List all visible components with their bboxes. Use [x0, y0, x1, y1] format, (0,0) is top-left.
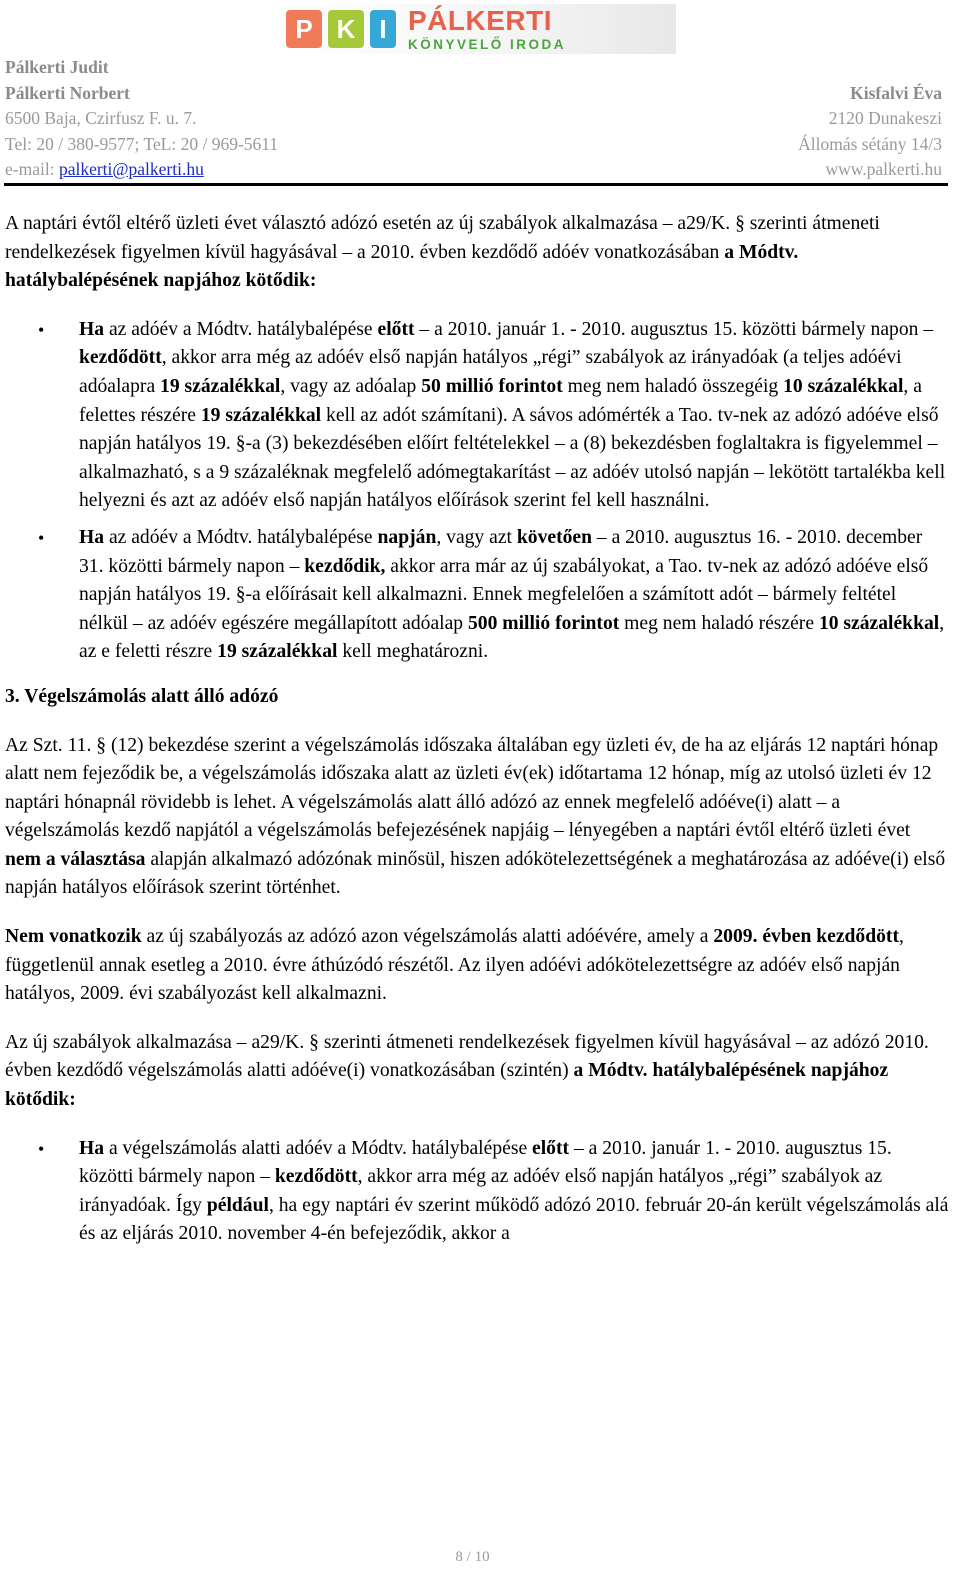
logo-tile-i: I [370, 10, 396, 48]
paragraph-intro [5, 210, 950, 296]
bullet-list-2 [5, 1135, 950, 1249]
text: kell meghatározni. [337, 641, 489, 663]
bold-text: 500 millió forintot [467, 612, 620, 634]
bold-text: a Módtv. hatálybalépésének napjához kötődik: [5, 241, 799, 292]
list-item [5, 524, 950, 667]
contact-city: 2120 Dunakeszi [828, 108, 942, 128]
text: , ha egy naptári év szerint működő adózó 2010. február 20-án került végelszámolás alá és az eljárás 2010. november 4-én befejeződik, akkor a [79, 1194, 949, 1245]
logo-subtitle: KÖNYVELŐ IRODA [408, 36, 567, 52]
contact-name-1: Pálkerti Judit [5, 57, 109, 77]
bold-text: 19 százalékkal [160, 375, 281, 397]
list-item [5, 1135, 950, 1249]
text: az adóév a Módtv. hatálybalépése [104, 526, 378, 548]
bold-text: 19 százalékkal [200, 404, 322, 426]
bold-text: követően [516, 526, 592, 548]
contact-name-3: Kisfalvi Éva [850, 82, 942, 103]
text: alapján alkalmazó adózónak minősül, hiszen adókötelezettségének a meghatározása az adóéve(i) első napján hatályos előírások szerint történhet. [5, 848, 946, 899]
text: – a 2010. augusztus 16. - 2010. december 31. közötti bármely napon – [79, 526, 923, 577]
email-link[interactable]: palkerti@palkerti.hu [58, 159, 204, 179]
page-number: 8 / 10 [455, 1549, 490, 1565]
paragraph-uj-szabalyok [5, 1029, 950, 1115]
document-body [5, 210, 950, 1265]
contact-website: www.palkerti.hu [825, 159, 942, 179]
bold-text: előtt [377, 318, 415, 340]
bold-text: kezdődik, [304, 555, 386, 577]
paragraph-szt [5, 732, 950, 904]
bullet-list-1 [5, 316, 950, 667]
bold-text: 10 százalékkal [783, 375, 904, 397]
text: meg nem haladó összegéig [562, 375, 784, 397]
contact-phone: Tel: 20 / 380-9577; TeL: 20 / 969-5611 [5, 133, 279, 154]
bold-text: nem a választása [5, 848, 146, 870]
contact-name-2: Pálkerti Norbert [5, 82, 130, 103]
logo-tile-p: P [286, 10, 322, 48]
text: , a felettes részére [79, 375, 922, 426]
bold-text: Nem vonatkozik [5, 926, 142, 948]
bold-text: 19 százalékkal [217, 641, 338, 663]
text: , akkor arra még az adóév első napján hatályos „régi” szabályok az irányadóak (a teljes adóévi adóalapra [79, 347, 902, 397]
paragraph-nem-vonatkozik [5, 923, 950, 1009]
bold-text: például [206, 1194, 269, 1216]
bold-text: kezdődött [79, 347, 162, 369]
company-logo [284, 4, 676, 54]
bold-text: Ha [79, 1137, 105, 1159]
bold-text: kezdődött [274, 1166, 358, 1188]
contact-address: 6500 Baja, Czirfusz F. u. 7. [5, 108, 197, 128]
bold-text: 50 millió forintot [421, 375, 563, 397]
bold-text: 10 százalékkal [818, 612, 940, 634]
text: az adóév a Módtv. hatálybalépése [104, 318, 378, 340]
text: akkor arra már az új szabályokat, a Tao. tv-nek az adózó adóéve első napján hatályos 19. §-a előírásait kell alkalmazni. Ennek megfelelően a számított adót – bármely feltétel nélkül – az adóév egészére megállapított adóalap [79, 555, 929, 634]
bold-text: napján [377, 526, 437, 548]
contact-street: Állomás sétány 14/3 [798, 133, 942, 154]
list-item [5, 316, 950, 516]
text: kell az adót számítani). A sávos adómérték a Tao. tv-nek az adózó adóéve első napján hatályos 19. §-a (3) bekezdésében előírt feltételekkel – a (8) bekezdésben foglaltakra is figyelemmel – alkalmazható, s a 9 százaléknak megfelelő adómegtakarítást – az adóév utolsó napján – lekötött tartalékba kell helyezni és azt az adóév első napján hatályos előírások szerint fel kell használni. [79, 404, 946, 512]
text: Az új szabályok alkalmazása – a29/K. § szerinti átmeneti rendelkezések figyelmen kívül hagyásával – az adózó 2010. évben kezdődő végelszámolás alatti adóéve(i) vonatkozásában (szintén) [5, 1031, 929, 1082]
logo-tile-k: K [328, 10, 364, 48]
text: A naptári évtől eltérő üzleti évet választó adózó esetén az új szabályok alkalmazása – a29/K. § szerinti átmeneti rendelkezések figyelmen kívül hagyásával – a 2010. évben kezdődő adóév vonatkozásában [5, 213, 880, 263]
text: , függetlenül annak esetleg a 2010. évre áthúzódó részétől. Az ilyen adóévi adókötelezettségre az adóév első napján hatályos, 2009. évi szabályozást kell alkalmazni. [5, 926, 904, 1005]
email-label: e-mail: [5, 159, 59, 179]
logo-text [408, 4, 567, 52]
bold-text: Ha [79, 318, 105, 340]
text: meg nem haladó részére [619, 612, 819, 634]
section-heading: 3. Végelszámolás alatt álló adózó [5, 685, 279, 707]
text: – a 2010. január 1. - 2010. augusztus 15. közötti bármely napon – [79, 1137, 892, 1188]
text: , vagy az adóalap [280, 375, 422, 397]
bold-text: 2009. évben kezdődött [713, 926, 899, 948]
text: a végelszámolás alatti adóév a Módtv. hatálybalépése [104, 1137, 533, 1159]
bold-text: a Módtv. hatálybalépésének napjához kötődik: [5, 1060, 889, 1111]
bold-text: előtt [532, 1137, 570, 1159]
text: , vagy azt [436, 526, 517, 548]
text: Az Szt. 11. § (12) bekezdése szerint a végelszámolás időszaka általában egy üzleti év, de ha az eljárás 12 naptári hónap alatt nem fejeződik be, a végelszámolás időszaka alatt az üzleti év(ek) időtartama 12 hónap, míg az utolsó üzleti év 12 naptári hónapnál rövidebb is lehet. A végelszámolás alatt álló adózó az ennek megfelelő adóéve(i) alatt – a végelszámolás kezdő napjától a végelszámolás befejezésének napjáig – lényegében a naptári évtől eltérő üzleti évet [5, 734, 939, 842]
text: az új szabályozás az adózó azon végelszámolás alatti adóévére, amely a [141, 926, 714, 948]
header-right-contact [798, 55, 942, 183]
text: , akkor arra még az adóév első napján hatályos „régi” szabályok az irányadóak. Így [79, 1166, 883, 1216]
bold-text: Ha [79, 526, 105, 548]
logo-name: PÁLKERTI [408, 4, 552, 36]
header-left-contact [5, 55, 278, 183]
text: – a 2010. január 1. - 2010. augusztus 15. közötti bármely napon – [414, 318, 934, 340]
header-divider [4, 183, 948, 186]
text: , az e feletti részre [79, 612, 945, 663]
